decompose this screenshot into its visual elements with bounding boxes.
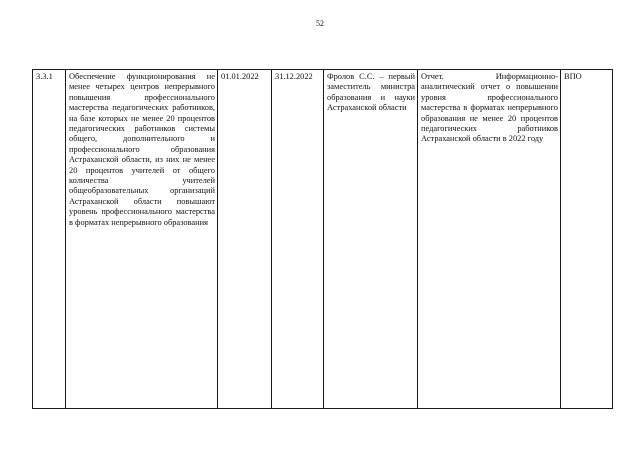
task-cell: [66, 70, 218, 409]
start-date: 01.01.2022: [221, 72, 259, 81]
result-type: ВПО: [564, 72, 582, 81]
plan-table: [32, 69, 613, 409]
end-date-cell: [272, 70, 324, 409]
item-number-cell: [33, 70, 66, 409]
task-description: Обеспечение функционирования не менее четырех центров непрерывного повышения профессионального мастерства педагогических работников, на базе которых не менее 20 процентов педагогических работников системы общего, дополнительного и профессионального образования Астраханской области, из них не менее 20 процентов учителей от общего количества учителей общеобразовательных организаций Астраханской области повышают уровень профессионального мастерства в форматах непрерывного образования: [69, 72, 215, 227]
responsible-person: Фролов С.С. – первый заместитель министра образования и науки Астраханской области: [327, 72, 415, 113]
page-number: 52: [316, 19, 324, 28]
start-date-cell: [218, 70, 272, 409]
item-number: 3.3.1: [36, 72, 53, 81]
result-type-cell: [561, 70, 613, 409]
result-cell: [418, 70, 561, 409]
responsible-cell: [324, 70, 418, 409]
end-date: 31.12.2022: [275, 72, 313, 81]
table-row: [33, 70, 613, 409]
result-description: Отчет. Информационно-аналитический отчет о повышении уровня профессионального мастерства в форматах непрерывного образования не менее 20 процентов педагогических работников Астраханской области в 2022 году: [421, 72, 558, 144]
